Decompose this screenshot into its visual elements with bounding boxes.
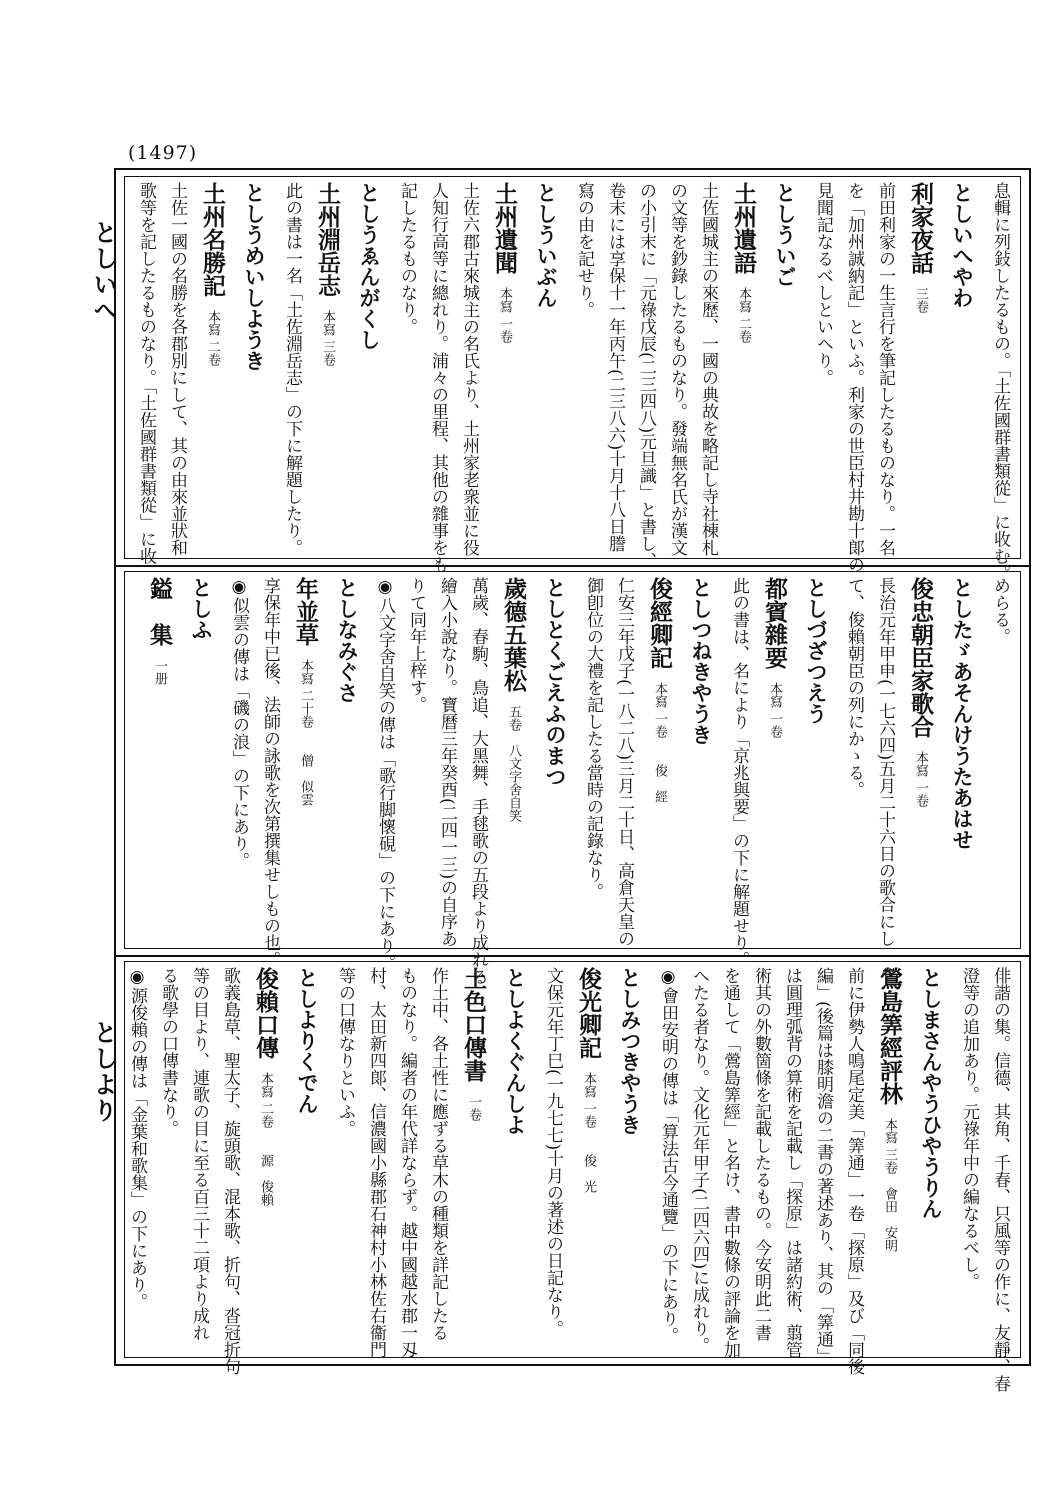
entry-text	[663, 182, 690, 554]
column-text: 年並草	[292, 577, 319, 646]
entry-text	[601, 182, 628, 554]
entry-text	[809, 182, 836, 554]
column-text: 前田利家の一生言行を筆記したるものなり。一名	[875, 182, 895, 556]
column-text: ◉源俊賴の傳は「金葉和歌集」の下にあり。	[127, 967, 147, 1310]
column-text: 作土中、各土性に應ずる草木の種類を詳記したる	[428, 967, 448, 1341]
column-text: としよりくでん	[295, 967, 320, 1114]
column-text: 卷末には享保十一年丙午(二三八六)十月十八日謄	[605, 182, 625, 553]
entry-reading	[351, 182, 387, 554]
entry-text	[694, 182, 721, 554]
entry-volume-info: 本寫 一卷 俊 經	[652, 669, 667, 804]
entry-text	[955, 967, 982, 1353]
entry-volume-info: 本寫 二卷	[736, 274, 751, 344]
entry-reading	[528, 182, 564, 554]
entry-reading	[289, 967, 325, 1353]
page-number: (1497)	[128, 142, 198, 164]
column-text: 見聞記なるべしといへり。	[813, 182, 833, 386]
column-text: は圓理弧背の算術を記載し「探原」は諸約術、翦管	[782, 967, 802, 1358]
section-divider	[114, 955, 1031, 957]
column-text: 長治元年甲申(一七六四)五月二十六日の歌合にし	[875, 577, 895, 948]
entry-text	[123, 967, 150, 1353]
section-1	[130, 182, 1015, 582]
column-text: 村、太田新四郞、信濃國小縣郡石神村小林佐右衞門	[366, 967, 386, 1358]
column-text: 都賓雜要	[761, 577, 788, 669]
entry-volume-info: 三卷	[913, 274, 928, 313]
entry-text	[610, 577, 637, 948]
column-text: りて同年上梓す。	[406, 577, 426, 713]
entry-text	[278, 182, 305, 554]
entry-volume-info: 本寫 二卷 源 俊賴	[258, 1059, 273, 1207]
entry-text	[424, 967, 451, 1353]
column-text: としういご	[773, 182, 798, 287]
column-text: としなみぐさ	[335, 577, 360, 703]
entry-reading	[612, 967, 648, 1353]
column-text: の小引末に「元祿戊辰(二三四八)元旦識」と書し、	[636, 182, 656, 570]
entry-text	[185, 967, 212, 1353]
entry-reading	[913, 967, 949, 1353]
column-text: 享保年中已後、法師の詠歌を次第撰集せしもの也。	[260, 577, 280, 968]
entry-volume-info: 本寫 三卷	[320, 297, 335, 367]
entry-volume-info: 一册	[152, 646, 167, 685]
column-text: 土佐國城主の來歷、一國の典故を略記し寺社棟札	[698, 182, 718, 556]
column-text: ◉會田安明の傳は「算法古今通覽」の下にあり。	[658, 967, 678, 1344]
entry-text	[402, 577, 429, 944]
column-text: 編」(後篇は膝明澹の二書の著述あり、其の「筭通」	[813, 967, 833, 1365]
entry-title	[570, 967, 606, 1353]
entry-text	[154, 967, 181, 1353]
entry-title	[495, 577, 531, 944]
column-text: る歌學の口傳書なり。	[158, 967, 178, 1137]
entry-volume-info: 本寫 一卷 俊 光	[581, 1059, 596, 1194]
column-text: 仁安三年戊子(一八二八)三月二十日、高倉天皇の	[614, 577, 634, 948]
column-text: 術其の外數箇條を記載したるもの。今安明此二書	[751, 967, 771, 1341]
entry-text	[132, 182, 159, 565]
column-text: 俊忠朝臣家歌合	[907, 577, 934, 738]
entry-text	[840, 967, 867, 1375]
column-text: としよくぐんしよ	[503, 967, 528, 1135]
entry-volume-info: 本寫 一卷	[767, 669, 782, 739]
column-text: て、俊賴朝臣の列にかゝる。	[844, 577, 864, 798]
entry-reading	[329, 577, 365, 944]
column-text: の文等を鈔錄したるものなり。發端無名氏が漢文	[667, 182, 687, 556]
entry-text	[455, 182, 482, 554]
section-3	[127, 967, 1015, 1392]
column-text: 御卽位の大禮を記したる當時の記錄なり。	[583, 577, 603, 900]
column-text: 鶯島筭經評林	[876, 967, 903, 1105]
column-text: 文保元年丁巳(一九七七)十月の著述の日記なり。	[543, 967, 563, 1338]
side-label-top: としいへ	[89, 220, 118, 324]
column-text: としたゞあそんけうたあはせ	[950, 577, 975, 850]
column-text: としういぶん	[534, 182, 559, 308]
column-text: 此の書は一名「土佐淵岳志」の下に解題したり。	[282, 182, 302, 556]
column-text: 歲德五葉松	[500, 577, 527, 692]
column-text: 俊光卿記	[575, 967, 602, 1059]
entry-volume-info: 本寫 三卷 會田 安明	[882, 1105, 897, 1253]
entry-volume-info: 本寫 一卷	[497, 274, 512, 344]
entry-title	[902, 577, 938, 944]
side-label-bottom: としより	[89, 1020, 118, 1124]
entry-volume-info: 五卷 八文字舍自笑	[506, 692, 521, 822]
column-text: としうめいしようき	[242, 182, 267, 371]
column-text: 繪入小說なり。寶曆三年癸酉(二四一三)の自序あ	[437, 577, 457, 948]
entry-text	[747, 967, 774, 1353]
column-text: ◉八文字舍自笑の傳は「歌行脚懷硯」の下にあり。	[375, 577, 395, 971]
entry-title	[287, 577, 323, 944]
entry-text	[986, 577, 1013, 944]
entry-reading	[183, 577, 219, 944]
column-text: としとくごえふのまつ	[543, 577, 568, 787]
column-text: 俊賴口傳	[252, 967, 279, 1059]
column-text: としみつきやうき	[618, 967, 643, 1135]
column-text: 歌等を記したるものなり。「土佐國群書類從」に收	[136, 182, 156, 565]
column-text: としまさんやうひやうりん	[919, 967, 944, 1219]
column-text: 土州淵岳志	[314, 182, 341, 297]
entry-text	[632, 182, 659, 570]
entry-reading	[944, 182, 980, 554]
column-text: 土佐六郡古來城主の名氏より、土州家老衆並に役	[459, 182, 479, 556]
column-text: 鎰 集	[146, 577, 173, 646]
column-text: 人知行高等に總れり。浦々の里程、其他の雜事をも	[428, 182, 448, 573]
entry-text	[840, 577, 867, 944]
entry-title	[902, 182, 938, 554]
entry-title	[141, 577, 177, 944]
column-text: を通して「鶯島筭經」と名け、書中數條の評論を加	[720, 967, 740, 1358]
entry-text	[433, 577, 460, 948]
entry-text	[464, 577, 491, 985]
entry-text	[871, 182, 898, 554]
column-text: へたる者なり。文化元年甲子(二四六四)に成れり。	[689, 967, 709, 1355]
column-text: としつねきやうき	[689, 577, 714, 745]
entry-text	[716, 967, 743, 1358]
entry-text	[424, 182, 451, 573]
entry-title	[309, 182, 345, 554]
column-text: 土州遺聞	[491, 182, 518, 274]
entry-text	[778, 967, 805, 1358]
entry-title	[641, 577, 677, 944]
entry-text	[986, 967, 1013, 1392]
entry-volume-info: 一卷	[466, 1082, 481, 1121]
entry-text	[539, 967, 566, 1353]
entry-reading	[236, 182, 272, 554]
entry-text	[393, 182, 420, 554]
section-divider	[114, 565, 1031, 567]
entry-volume-info: 本寫 一卷	[913, 738, 928, 808]
entry-title	[455, 967, 491, 1353]
entry-text	[840, 182, 867, 573]
entry-title	[194, 182, 230, 554]
column-text: としうゑんがくし	[357, 182, 382, 350]
entry-reading	[944, 577, 980, 944]
entry-title	[871, 967, 907, 1353]
entry-text	[225, 577, 252, 944]
column-text: 俳諧の集。信德、其角、千春、只風等の作に、友靜、春	[990, 967, 1010, 1392]
column-text: 萬歲、春駒、鳥追、大黑舞、手毬歌の五段より成れる	[468, 577, 488, 985]
section-2	[130, 577, 1015, 985]
column-text: としふ	[189, 577, 214, 640]
entry-volume-info: 本寫 二卷	[205, 297, 220, 367]
column-text: 土色口傳書	[460, 967, 487, 1082]
column-text: 前に伊勢人鳴尾定美「筭通」一卷「探原」及び「同後	[844, 967, 864, 1375]
column-text: 寫の由を記せり。	[574, 182, 594, 318]
column-text: 土佐一國の名勝を各郡別にして、其の由來並狀和	[167, 182, 187, 556]
entry-reading	[767, 182, 803, 554]
column-text: 此の書は、名により「京兆與要」の下に解題せり。	[729, 577, 749, 968]
entry-text	[371, 577, 398, 971]
column-text: 利家夜話	[907, 182, 934, 274]
entry-title	[486, 182, 522, 554]
entry-text	[256, 577, 283, 968]
entry-volume-info: 本寫 二十卷 僧 似雲	[298, 646, 313, 807]
entry-text	[809, 967, 836, 1365]
entry-text	[579, 577, 606, 944]
column-text: ものなり。編者の年代詳ならず。越中國越水郡一刄	[397, 967, 417, 1358]
column-text: ◉似雲の傳は「磯の浪」の下にあり。	[229, 577, 249, 869]
column-text: としづざつえう	[804, 577, 829, 724]
entry-text	[393, 967, 420, 1358]
column-text: 息輯に列鈙したるもの。「土佐國群書類從」に收む。	[990, 182, 1010, 582]
entry-title	[725, 182, 761, 554]
column-text: 等の口傳なりといふ。	[335, 967, 355, 1137]
column-text: 土州遺語	[730, 182, 757, 274]
entry-text	[331, 967, 358, 1353]
entry-text	[163, 182, 190, 554]
column-text: 澄等の追加あり。元祿年中の編なるべし。	[959, 967, 979, 1290]
column-text: 土州名勝記	[199, 182, 226, 297]
entry-text	[216, 967, 243, 1375]
entry-text	[871, 577, 898, 948]
entry-text	[362, 967, 389, 1358]
entry-text	[685, 967, 712, 1353]
entry-reading	[798, 577, 834, 944]
entry-text	[654, 967, 681, 1353]
column-text: としいへやわ	[950, 182, 975, 308]
entry-text	[986, 182, 1013, 582]
entry-title	[756, 577, 792, 944]
column-text: 記したるものなり。	[397, 182, 417, 335]
entry-text	[570, 182, 597, 554]
entry-text	[725, 577, 752, 968]
entry-title	[247, 967, 283, 1353]
entry-reading	[537, 577, 573, 944]
column-text: めらる。	[990, 577, 1010, 645]
entry-reading	[497, 967, 533, 1353]
column-text: 等の目より、連歌の目に至る百三十二項より成れ	[189, 967, 209, 1341]
column-text: を「加州誠納記」といふ。利家の世臣村井勘十郞の	[844, 182, 864, 573]
column-text: 歌義島草、聖太子、旋頭歌、混本歌、折句、沓冠折句	[220, 967, 240, 1375]
column-text: 俊經卿記	[646, 577, 673, 669]
entry-reading	[683, 577, 719, 944]
